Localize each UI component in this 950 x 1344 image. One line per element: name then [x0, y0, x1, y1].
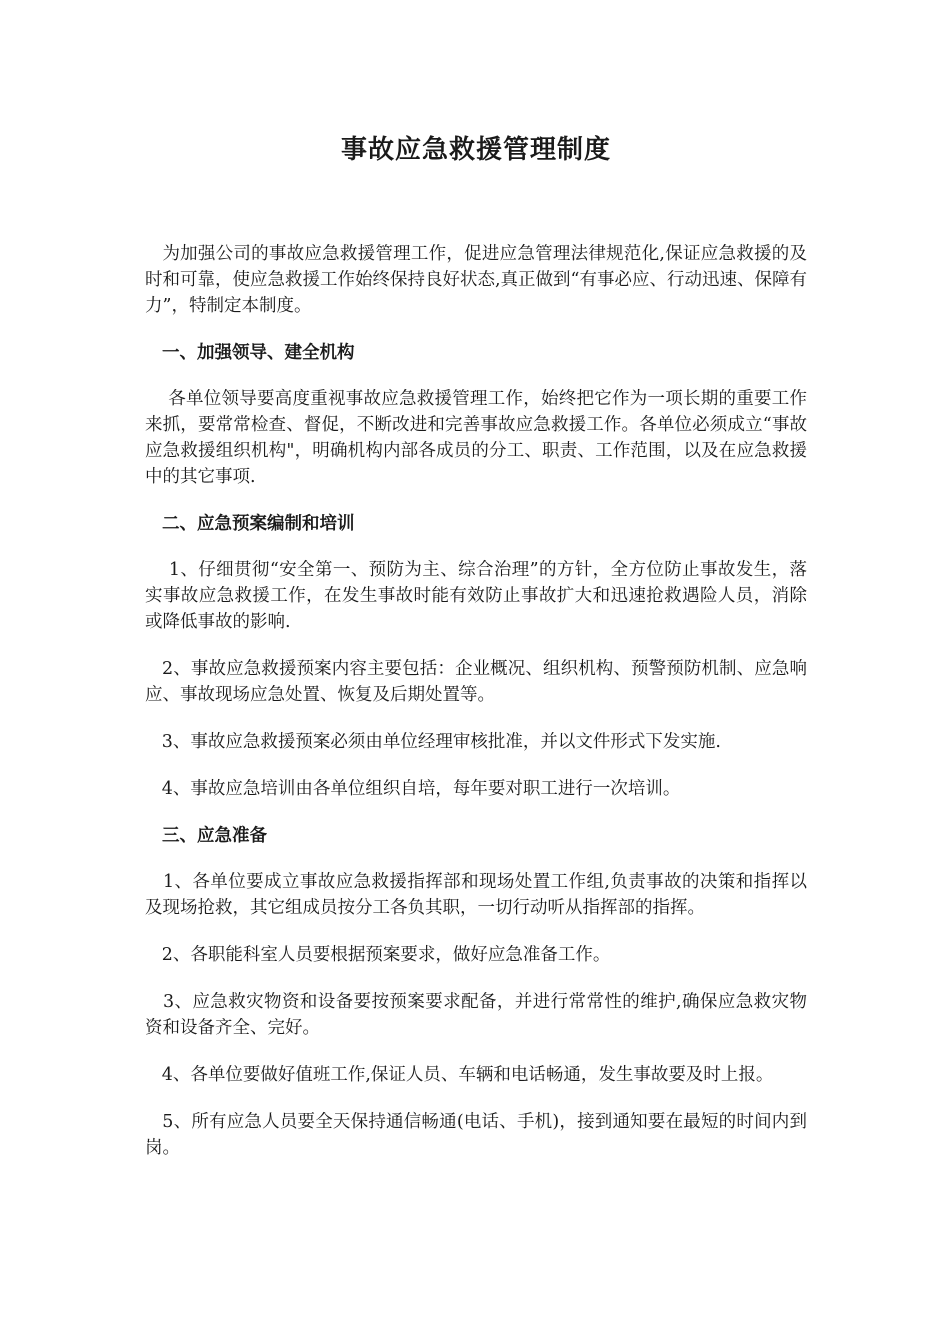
section-paragraph: 5、所有应急人员要全天保持通信畅通(电话、手机)，接到通知要在最短的时间内到岗。 [145, 1112, 807, 1158]
section-paragraph: 3、应急救灾物资和设备要按预案要求配备，并进行常常性的维护,确保应急救灾物资和设备齐全、完好。 [145, 992, 807, 1038]
section-heading: 一、加强领导、建全机构 [162, 343, 355, 363]
section-paragraph: 2、各职能科室人员要根据预案要求，做好应急准备工作。 [145, 945, 611, 965]
document-title: 事故应急救援管理制度 [340, 135, 611, 165]
section-heading: 二、应急预案编制和培训 [162, 514, 355, 534]
section-paragraph: 各单位领导要高度重视事故应急救援管理工作，始终把它作为一项长期的重要工作来抓，要常常检查、督促，不断改进和完善事故应急救援工作。各单位必须成立“事故应急救援组织机构"，明确机构内部各成员的分工、职责、工作范围，以及在应急救援中的其它事项. [145, 389, 807, 487]
section-paragraph: 2、事故应急救援预案内容主要包括：企业概况、组织机构、预警预防机制、应急响应、事故现场应急处置、恢复及后期处置等。 [145, 659, 807, 705]
section-paragraph: 4、各单位要做好值班工作,保证人员、车辆和电话畅通，发生事故要及时上报。 [145, 1065, 774, 1085]
section-paragraph: 1、各单位要成立事故应急救援指挥部和现场处置工作组,负责事故的决策和指挥以及现场抢救，其它组成员按分工各负其职，一切行动听从指挥部的指挥。 [145, 872, 807, 918]
section-paragraph: 4、事故应急培训由各单位组织自培，每年要对职工进行一次培训。 [145, 779, 681, 799]
section-paragraph: 3、事故应急救援预案必须由单位经理审核批准，并以文件形式下发实施. [145, 732, 721, 752]
intro-paragraph: 为加强公司的事故应急救援管理工作，促进应急管理法律规范化,保证应急救援的及时和可靠，使应急救援工作始终保持良好状态,真正做到“有事必应、行动迅速、保障有力”，特制定本制度。 [145, 244, 808, 316]
document-body [145, 241, 807, 1182]
section-paragraph: 1、仔细贯彻“安全第一、预防为主、综合治理”的方针，全方位防止事故发生，落实事故应急救援工作，在发生事故时能有效防止事故扩大和迅速抢救遇险人员，消除或降低事故的影响. [145, 560, 807, 632]
section-heading: 三、应急准备 [162, 826, 267, 846]
